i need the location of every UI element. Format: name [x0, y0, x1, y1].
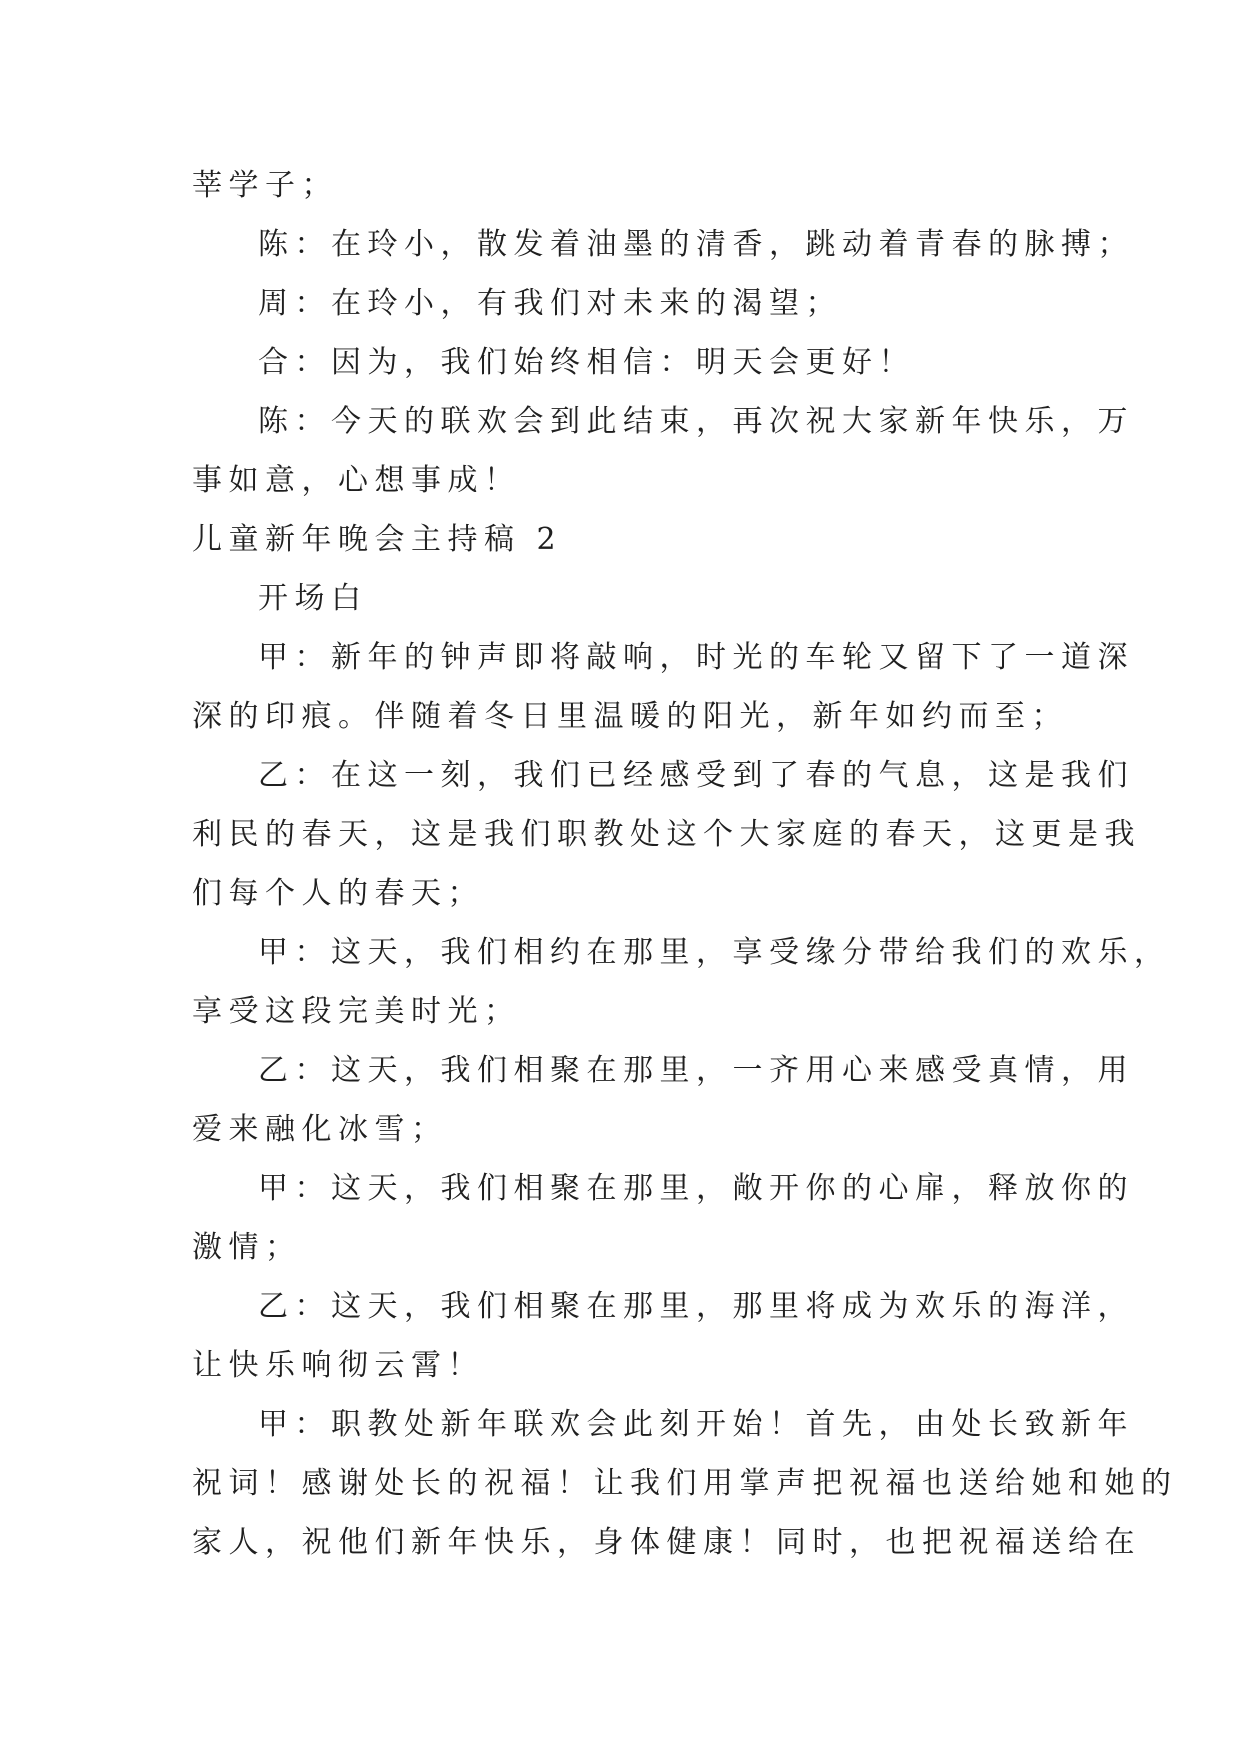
text-line: 陈：在玲小，散发着油墨的清香，跳动着青春的脉搏；: [258, 227, 1134, 262]
text-line: 享受这段完美时光；: [192, 994, 521, 1029]
section-heading: 儿童新年晚会主持稿 2: [192, 522, 563, 557]
text-line: 莘学子；: [192, 168, 338, 203]
text-line: 甲：新年的钟声即将敲响，时光的车轮又留下了一道深: [258, 640, 1134, 675]
text-line: 家人，祝他们新年快乐，身体健康！同时，也把祝福送给在: [192, 1525, 1141, 1560]
text-line: 开场白: [258, 581, 368, 616]
text-line: 乙：这天，我们相聚在那里，那里将成为欢乐的海洋，: [258, 1289, 1134, 1324]
text-line: 甲：职教处新年联欢会此刻开始！首先，由处长致新年: [258, 1407, 1134, 1442]
text-line: 事如意，心想事成！: [192, 463, 521, 498]
text-line: 周：在玲小，有我们对未来的渴望；: [258, 286, 842, 321]
document-body: [192, 156, 1178, 1572]
text-line: 祝词！感谢处长的祝福！让我们用掌声把祝福也送给她和她的: [192, 1466, 1178, 1501]
text-line: 让快乐响彻云霄！: [192, 1348, 484, 1383]
text-line: 激情；: [192, 1230, 302, 1265]
text-line: 陈：今天的联欢会到此结束，再次祝大家新年快乐，万: [258, 404, 1134, 439]
text-line: 们每个人的春天；: [192, 876, 484, 911]
text-line: 合：因为，我们始终相信：明天会更好！: [258, 345, 915, 380]
text-line: 乙：在这一刻，我们已经感受到了春的气息，这是我们: [258, 758, 1134, 793]
text-line: 深的印痕。伴随着冬日里温暖的阳光，新年如约而至；: [192, 699, 1068, 734]
text-line: 爱来融化冰雪；: [192, 1112, 448, 1147]
text-line: 利民的春天，这是我们职教处这个大家庭的春天，这更是我: [192, 817, 1141, 852]
text-line: 乙：这天，我们相聚在那里，一齐用心来感受真情，用: [258, 1053, 1134, 1088]
text-line: 甲：这天，我们相聚在那里，敞开你的心扉，释放你的: [258, 1171, 1134, 1206]
text-line: 甲：这天，我们相约在那里，享受缘分带给我们的欢乐，: [258, 935, 1171, 970]
